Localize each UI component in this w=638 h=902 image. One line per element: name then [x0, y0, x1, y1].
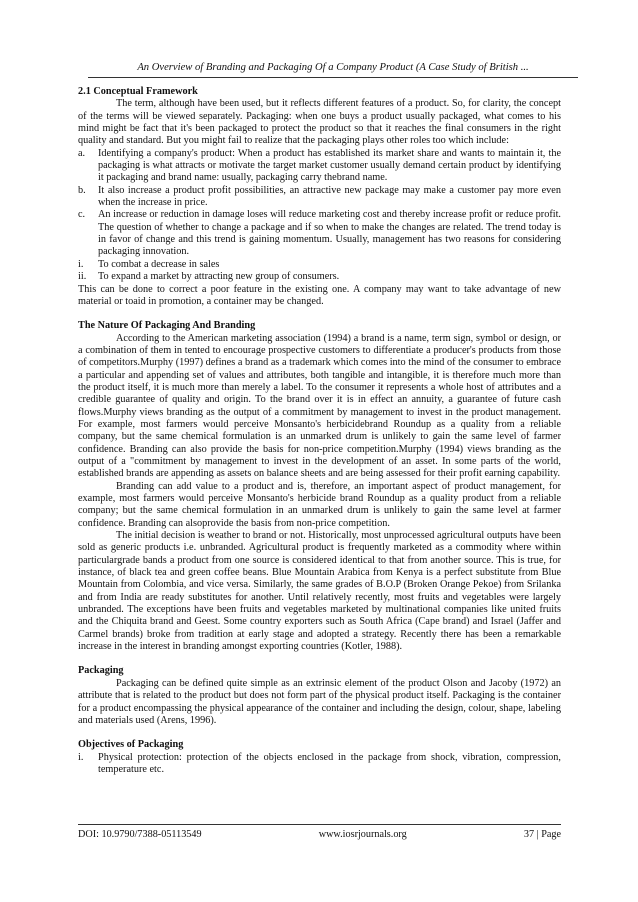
paragraph-nature-3: The initial decision is weather to brand or not. Historically, most unprocessed agricultural outputs have been sold as generic products i.e. unbranded. Agricultural product is frequently marketed as a commodity where within particulargrade bands a product from one source is considered identical to that from another source. This is true, for instance, of black tea and green coffee beans. Blue Mountain Arabica from Kenya is a perfect substitute from Blue Mountain from Colombia, and vice versa. Similarly, the same grades of B.O.P (Broken Orange Pekoe) from Srilanka and from India are ready substitutes for another. Until relatively recently, most fruits and vegetables were largely unbranded. The exceptions have been fruits and vegetables marketed by multinational companies like united fruits and the Chiquita brand and Geest. Some country exporters such as South Africa (Cape brand) and Israel (Jaffer and Carmel brands) broke from tradition at early stage and adopted a strategy. Recently there has been a remarkable increase in the interest in branding amongst exporting countries (Kotler, 1988). — [78, 530, 561, 653]
section-heading-packaging: Packaging — [78, 665, 124, 677]
running-header: An Overview of Branding and Packaging Of a Company Product (A Case Study of British ... — [88, 62, 578, 78]
list-marker: i. — [78, 751, 84, 763]
list-item-text: It also increase a product profit possibilities, an attractive new package may make a customer pay more even when the increase in price. — [98, 184, 561, 209]
list-item-text: An increase or reduction in damage loses will reduce marketing cost and thereby increase profit or reduce profit. The question of whether to change a package and if so when to make the changes are related. The trend today is in favor of change and this trend is gaining momentum. Usually, management has two reasons for considering packaging innovation. — [98, 209, 561, 258]
list-item — [78, 209, 561, 258]
list-marker: i. — [78, 258, 84, 270]
section-heading-framework: 2.1 Conceptual Framework — [78, 86, 198, 97]
paragraph-packaging-1: Packaging can be defined quite simple as an extrinsic element of the product Olson and Jacoby (1972) an attribute that is related to the product but does not form part of the physical product itself. Packaging is the container for a product encompassing the physical appearance of the container and including the design, colour, shape, labeling and materials used (Arens, 1996). — [78, 677, 561, 726]
article-body — [78, 86, 561, 776]
footer-page-number: 37 | Page — [523, 829, 561, 840]
list-marker: ii. — [78, 271, 87, 283]
paragraph-nature-1: According to the American marketing association (1994) a brand is a name, term sign, symbol or design, or a combination of them in tented to encourage prospective customers to differentiate a producer's products from those of competitors.Murphy (1997) defines a brand as a trademark which comes into the mind of the consumer to embrace a particular and appending set of values and attributes, both tangible and intangible, it is therefore much more than the product itself, it is much more than merely a label. To the consumer it represents a whole host of attributes and a credible guarantee of quality and origin. To the brand over it is in effect an annuity, a guarantee of future cash flows.Murphy views branding as the output of a commitment by management to invest in the product management. For example, most farmers would perceive Monsanto's herbicidebrand Roundup as a quality from a reliable company, but the same chemical formulation is an unmarked drum is unlikely to gain the same level of farmer confidence. Branding can also provide the basis for non-price competition.Murphy (1994) views branding as the output of a "commitment by management to invest in the development of an asset. In some parts of the world, established brands are appending as assets on balance sheets and are being assessed for their profit earning capability. — [78, 332, 561, 480]
paragraph-framework-closing: This can be done to correct a poor feature in the existing one. A company may want to take advantage of new material or toaid in promotion, a container may be changed. — [78, 283, 561, 307]
section-heading-objectives: Objectives of Packaging — [78, 739, 184, 751]
list-item — [78, 185, 561, 210]
footer-doi: DOI: 10.9790/7388-05113549 — [78, 829, 202, 840]
paragraph-framework-intro: The term, although have been used, but it reflects different features of a product. So, for clarity, the concept of the terms will be viewed separately. Packaging: when one buys a product usually packaged, what comes to his mind might be fact that it's been packaged to protect the product so that it reaches the final consumers in the right quality and standard. But you might fail to realize that the packaging plays other roles too which include: — [78, 98, 561, 147]
list-item-text: To expand a market by attracting new group of consumers. — [98, 271, 340, 283]
list-item-text: Physical protection: protection of the objects enclosed in the package from shock, vibration, compression, temperature etc. — [98, 751, 561, 775]
list-item-text: To combat a decrease in sales — [98, 258, 220, 270]
list-item — [78, 271, 561, 283]
list-item — [78, 259, 561, 271]
list-marker: b. — [78, 184, 86, 196]
paragraph-nature-2: Branding can add value to a product and is, therefore, an important aspect of product management, for example, most farmers would perceive Monsanto's herbicide brand Roundup as a quality product from a reliable company; but the same chemical formulation in an unmarked drum is unlikely to gain the same level at farmer confidence. Branding can alsoprovide the basis from non-price competition. — [78, 480, 561, 529]
footer-website-link[interactable]: www.iosrjournals.org — [318, 829, 407, 840]
list-item — [78, 752, 561, 777]
section-heading-nature: The Nature Of Packaging And Branding — [78, 320, 256, 332]
list-marker: a. — [78, 147, 86, 159]
list-marker: c. — [78, 209, 86, 221]
page-footer — [78, 824, 561, 840]
list-item-text: Identifying a company's product: When a product has established its market share and wants to maintain it, the packaging is what attracts or motivate the target market customer usually demand certain product by identifying it packaging and brand name: usually, packaging carry thebrand name. — [98, 147, 561, 184]
list-item — [78, 148, 561, 185]
